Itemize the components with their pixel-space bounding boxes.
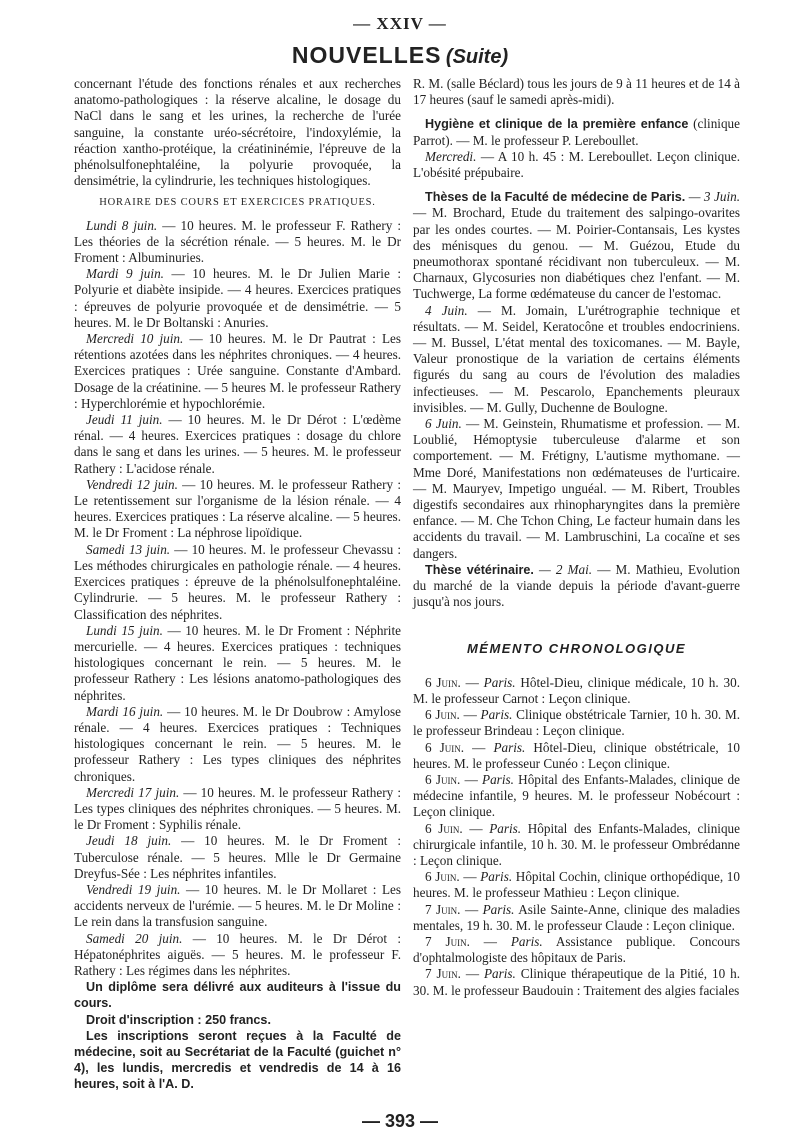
right-column xyxy=(413,76,740,999)
hygiene-day-text: — A 10 h. 45 : M. Lereboullet. Leçon clinique. L'obésité prépubaire. xyxy=(413,148,740,181)
memento-date: 6 Juin. xyxy=(425,707,460,723)
page-number-bottom: — 393 — xyxy=(361,1111,439,1131)
schedule-text: — 10 heures. M. le Dr Doubrow : Amylose rénale. — 4 heures. Exercices pratiques : Techniques histologiques concernant le rein. — 5 heures. M. le professeur Rathery : Les types cliniques des néphrites chroniques. xyxy=(74,703,401,784)
page-number-top: — XXIV — xyxy=(353,14,447,33)
schedule-entry xyxy=(74,412,401,477)
memento-separator: — xyxy=(459,707,481,723)
memento-city: Paris. xyxy=(482,901,515,917)
memento-date: 6 Juin. xyxy=(425,820,463,836)
memento-entry xyxy=(413,821,740,870)
schedule-entry xyxy=(74,542,401,623)
hygiene-day: Mercredi. xyxy=(425,148,477,164)
hygiene-paragraph xyxy=(413,116,740,148)
schedule-entry xyxy=(74,704,401,785)
continuation-paragraph: R. M. (salle Béclard) tous les jours de 9 à 11 heures et de 14 à 17 heures (sauf le samedi après-midi). xyxy=(413,76,740,108)
theses-4-day: 4 Juin. xyxy=(425,302,468,318)
schedule-text: — 10 heures. M. le Dr Dérot : Hépatonéphrites aiguës. — 5 heures. M. le professeur F. Rathery : Les régimes dans les néphrites. xyxy=(74,930,402,978)
schedule-day: Vendredi 19 juin. xyxy=(86,881,181,897)
memento-separator: — xyxy=(459,869,481,885)
theses-heading: Thèses de la Faculté de médecine de Paris. xyxy=(425,190,686,205)
title-suite: (Suite) xyxy=(445,46,509,68)
memento-date: 7 Juin. xyxy=(425,966,461,982)
inscriptions-note: Les inscriptions seront reçues à la Faculté de médecine, soit au Secrétariat de la Faculté (guichet n° 4), les lundis, mercredis et vendredis de 14 à 16 heures, soit à l'A. D. xyxy=(74,1028,401,1092)
memento-entry xyxy=(413,707,740,739)
fee-note: Droit d'inscription : 250 francs. xyxy=(86,1012,271,1027)
memento-date: 6 Juin. xyxy=(425,674,461,690)
memento-entry xyxy=(413,772,740,821)
memento-entry xyxy=(413,934,740,966)
memento-text: Hôtel-Dieu, clinique obstétricale, 10 heures. M. le professeur Cunéo : Leçon clinique. xyxy=(413,739,740,771)
memento-text: Clinique thérapeutique de la Pitié, 10 h. 30. M. le professeur Baudouin : Traitement des algies faciales xyxy=(413,966,740,998)
memento-date: 6 Juin. xyxy=(425,771,461,787)
schedule-text: — 10 heures. M. le professeur Chevassu : Les méthodes chirurgicales en pathologie rénale. — 4 heures. Exercices pratiques : épreuve de la phénolsulfonephtaléine. Cylindrurie. — 5 heures. M. le professeur Rathery : Classification des néphrites. xyxy=(74,541,401,622)
schedule-text: — 10 heures. M. le Dr Dérot : L'œdème rénal. — 4 heures. Exercices pratiques : dosage du chlore dans le sang et dans les urines. — 5 heures. M. le professeur Rathery : L'acidose rénale. xyxy=(74,412,402,476)
hygiene-day-paragraph xyxy=(413,149,740,181)
memento-text: Hôpital des Enfants-Malades, clinique chirurgicale infantile, 10 h. 30. M. le professeur Ombrédanne : Leçon clinique. xyxy=(413,820,740,868)
memento-text: Hôpital des Enfants-Malades, clinique de médecine infantile, 9 heures. M. le professeur Nobécourt : Leçon clinique. xyxy=(413,771,740,820)
schedule-list xyxy=(74,218,401,980)
memento-date: 6 Juin. xyxy=(425,869,460,885)
schedule-entry xyxy=(74,218,401,267)
vet-text: — M. Mathieu, Evolution du marché de la viande depuis la période d'avant-guerre jusqu'à nos jours. xyxy=(413,561,741,610)
page-title xyxy=(0,42,800,69)
memento-entry xyxy=(413,869,740,901)
hygiene-heading: Hygiène et clinique de la première enfance xyxy=(425,117,689,132)
memento-city: Paris. xyxy=(493,739,526,755)
left-column xyxy=(74,76,401,1093)
vet-heading: Thèse vétérinaire. xyxy=(425,562,534,577)
memento-heading: MÉMENTO CHRONOLOGIQUE xyxy=(466,640,687,656)
theses-paragraph xyxy=(413,189,740,302)
schedule-day: Mercredi 17 juin. xyxy=(86,784,180,800)
memento-city: Paris. xyxy=(483,674,516,690)
schedule-day: Samedi 13 juin. xyxy=(86,541,171,557)
schedule-entry xyxy=(74,931,401,980)
memento-separator: — xyxy=(460,674,484,690)
schedule-entry xyxy=(74,882,401,931)
memento-date: 7 Juin. xyxy=(425,933,470,949)
schedule-day: Vendredi 12 juin. xyxy=(86,476,178,492)
memento-city: Paris. xyxy=(483,966,516,982)
theses-date: — 3 Juin. xyxy=(685,189,741,205)
schedule-heading: HORAIRE DES COURS ET EXERCICES PRATIQUES. xyxy=(99,197,376,209)
theses-4-paragraph xyxy=(413,303,740,416)
vet-paragraph xyxy=(413,562,740,611)
memento-text: Hôpital Cochin, clinique orthopédique, 10 heures. M. le professeur Mathieu : Leçon clinique. xyxy=(413,869,740,901)
diploma-note: Un diplôme sera délivré aux auditeurs à l'issue du cours. xyxy=(74,980,401,1011)
memento-text: Clinique obstétricale Tarnier, 10 h. 30. M. le professeur Brindeau : Leçon clinique. xyxy=(413,707,740,739)
schedule-text: — 10 heures. M. le Dr Froment : Néphrite mercurielle. — 4 heures. Exercices pratiques : techniques histologiques concernant le rein. — 5 heures. M. le professeur Rathery : Les lésions anatomo-pathologiques des néphrites. xyxy=(74,622,401,703)
schedule-text: — 10 heures. M. le Dr Pautrat : Les rétentions azotées dans les néphrites chroniques. — 4 heures. Exercices pratiques : Urée sanguine. Constante d'Ambard. Dosage de la créatinine. — 5 heures M. le professeur Rathery : Hyperchlorémie et hypochlorémie. xyxy=(74,331,401,411)
theses-4-text: — M. Jomain, L'urétrographie technique et résultats. — M. Seidel, Keratocône et troubles endocriniens. — M. Bussel, L'état mental des toxicomanes. — M. Bayle, Valeur pronostique de la variation de certains éléments figurés du sang au cours de l'évolution des maladies infectieuses. — M. Pescarolo, Epanchements pleuraux invisibles. — M. Gully, Duchenne de Boulogne. xyxy=(413,302,740,415)
schedule-day: Lundi 15 juin. xyxy=(86,622,163,638)
hygiene-text: (clinique Parrot). — M. le professeur P. Lereboullet. xyxy=(413,116,740,148)
memento-date: 6 Juin. xyxy=(425,739,465,755)
schedule-text: — 10 heures. M. le professeur Rathery : Le retentissement sur l'organisme de la lésion rénale. — 4 heures. Exercices pratiques : La réserve alcaline. — 5 heures. M. le Dr Froment : La néphrose lipoïdique. xyxy=(74,476,401,541)
memento-text: Hôtel-Dieu, clinique médicale, 10 h. 30. M. le professeur Carnot : Leçon clinique. xyxy=(413,674,740,706)
schedule-day: Mardi 9 juin. xyxy=(86,266,164,282)
memento-separator: — xyxy=(464,739,494,755)
memento-text: Asile Sainte-Anne, clinique des maladies mentales, 19 h. 30. M. le professeur Claude : Leçon clinique. xyxy=(413,901,740,933)
title-main: NOUVELLES xyxy=(291,42,442,68)
schedule-day: Jeudi 11 juin. xyxy=(86,412,163,428)
schedule-text: — 10 heures. M. le professeur Rathery : Les types cliniques des néphrites chroniques. — 5 heures. M. le Dr Froment : Syphilis rénale. xyxy=(74,784,401,833)
schedule-entry xyxy=(74,785,401,834)
schedule-day: Jeudi 18 juin. xyxy=(86,833,172,849)
schedule-day: Mercredi 10 juin. xyxy=(86,331,184,347)
schedule-entry xyxy=(74,266,401,331)
theses-6-paragraph xyxy=(413,416,740,562)
memento-city: Paris. xyxy=(480,869,513,885)
memento-city: Paris. xyxy=(482,771,514,787)
schedule-text: — 10 heures. M. le professeur F. Rathery : Les théories de la sécrétion rénale. — 5 heures. M. le Dr Froment : Albuminuries. xyxy=(74,217,401,266)
schedule-entry xyxy=(74,623,401,704)
memento-entry xyxy=(413,966,740,998)
intro-paragraph: concernant l'étude des fonctions rénales et aux recherches anatomo-pathologiques : la réserve alcaline, le dosage du NaCl dans le sang et les urines, la recherche de l'urée sanguine, la constante uréo-sécrétoire, l'indoxylémie, la réaction xantho-protéique, la créatininémie, l'épreuve de la phénolsulfonephtaléine, la polyurie provoquée, la densimétrie, la cylindrurie, les techniques histologiques. xyxy=(74,76,401,189)
schedule-day: Lundi 8 juin. xyxy=(86,217,158,233)
schedule-entry xyxy=(74,331,401,412)
memento-city: Paris. xyxy=(480,707,513,723)
schedule-text: — 10 heures. M. le Dr Julien Marie : Polyurie et diabète insipide. — 4 heures. Exercices pratiques : épreuves de polyurie provoquée et de densimétrie. — 5 heures. M. le Dr Boltanski : Anuries. xyxy=(74,266,401,330)
memento-city: Paris. xyxy=(510,933,543,949)
memento-date: 7 Juin. xyxy=(425,901,461,917)
theses-text: — M. Brochard, Etude du traitement des salpingo-ovarites par les ondes courtes. — M. Poirier-Contansais, Les kystes des ménisques du genou. — M. Guézou, Etude du pneumothorax spontané récidivant non tuberculeux. — M. Charnaux, Glycosuries non diabétiques chez l'enfant. — M. Tuchwerge, La forme œdémateuse du cancer de l'estomac. xyxy=(413,205,740,302)
memento-separator: — xyxy=(462,820,490,836)
theses-6-day: 6 Juin. xyxy=(425,416,462,432)
schedule-entry xyxy=(74,477,401,542)
memento-separator: — xyxy=(460,771,483,787)
memento-entry xyxy=(413,740,740,772)
memento-list xyxy=(413,675,740,999)
schedule-day: Mardi 16 juin. xyxy=(86,703,164,719)
memento-entry xyxy=(413,675,740,707)
schedule-text: — 10 heures. M. le Dr Froment : Tuberculose rénale. — 5 heures. Mlle le Dr Germaine Dreyfus-Sée : Les néphrites infantiles. xyxy=(74,833,401,881)
memento-city: Paris. xyxy=(489,820,522,836)
memento-separator: — xyxy=(469,933,511,949)
memento-entry xyxy=(413,902,740,934)
memento-separator: — xyxy=(460,901,483,917)
schedule-entry xyxy=(74,833,401,882)
vet-date: — 2 Mai. xyxy=(533,561,593,577)
schedule-day: Samedi 20 juin. xyxy=(86,930,183,946)
schedule-text: — 10 heures. M. le Dr Mollaret : Les accidents nerveux de l'urémie. — 5 heures. M. le Dr Moline : Le rein dans la transfusion sanguine. xyxy=(74,881,401,930)
memento-text: Assistance publique. Concours d'ophtalmologiste des hôpitaux de Paris. xyxy=(413,933,741,966)
memento-separator: — xyxy=(460,966,484,982)
theses-6-text: — M. Geinstein, Rhumatisme et profession. — M. Loublié, Hémoptysie tuberculeuse d'alarme et son comportement. — M. Frétigny, L'autisme mythomane. — Mme Doré, Manifestations non œdémateuses de l'urticaire. — M. Mauryev, Impetigo unguéal. — M. Ribert, Troubles digestifs secondaires aux rhinopharyngites dans la première enfance. — M. Che Tchon Ching, Le facteur humain dans les accidents du travail. — M. Lambruschini, La cocaïne et ses dangers. xyxy=(413,416,740,561)
